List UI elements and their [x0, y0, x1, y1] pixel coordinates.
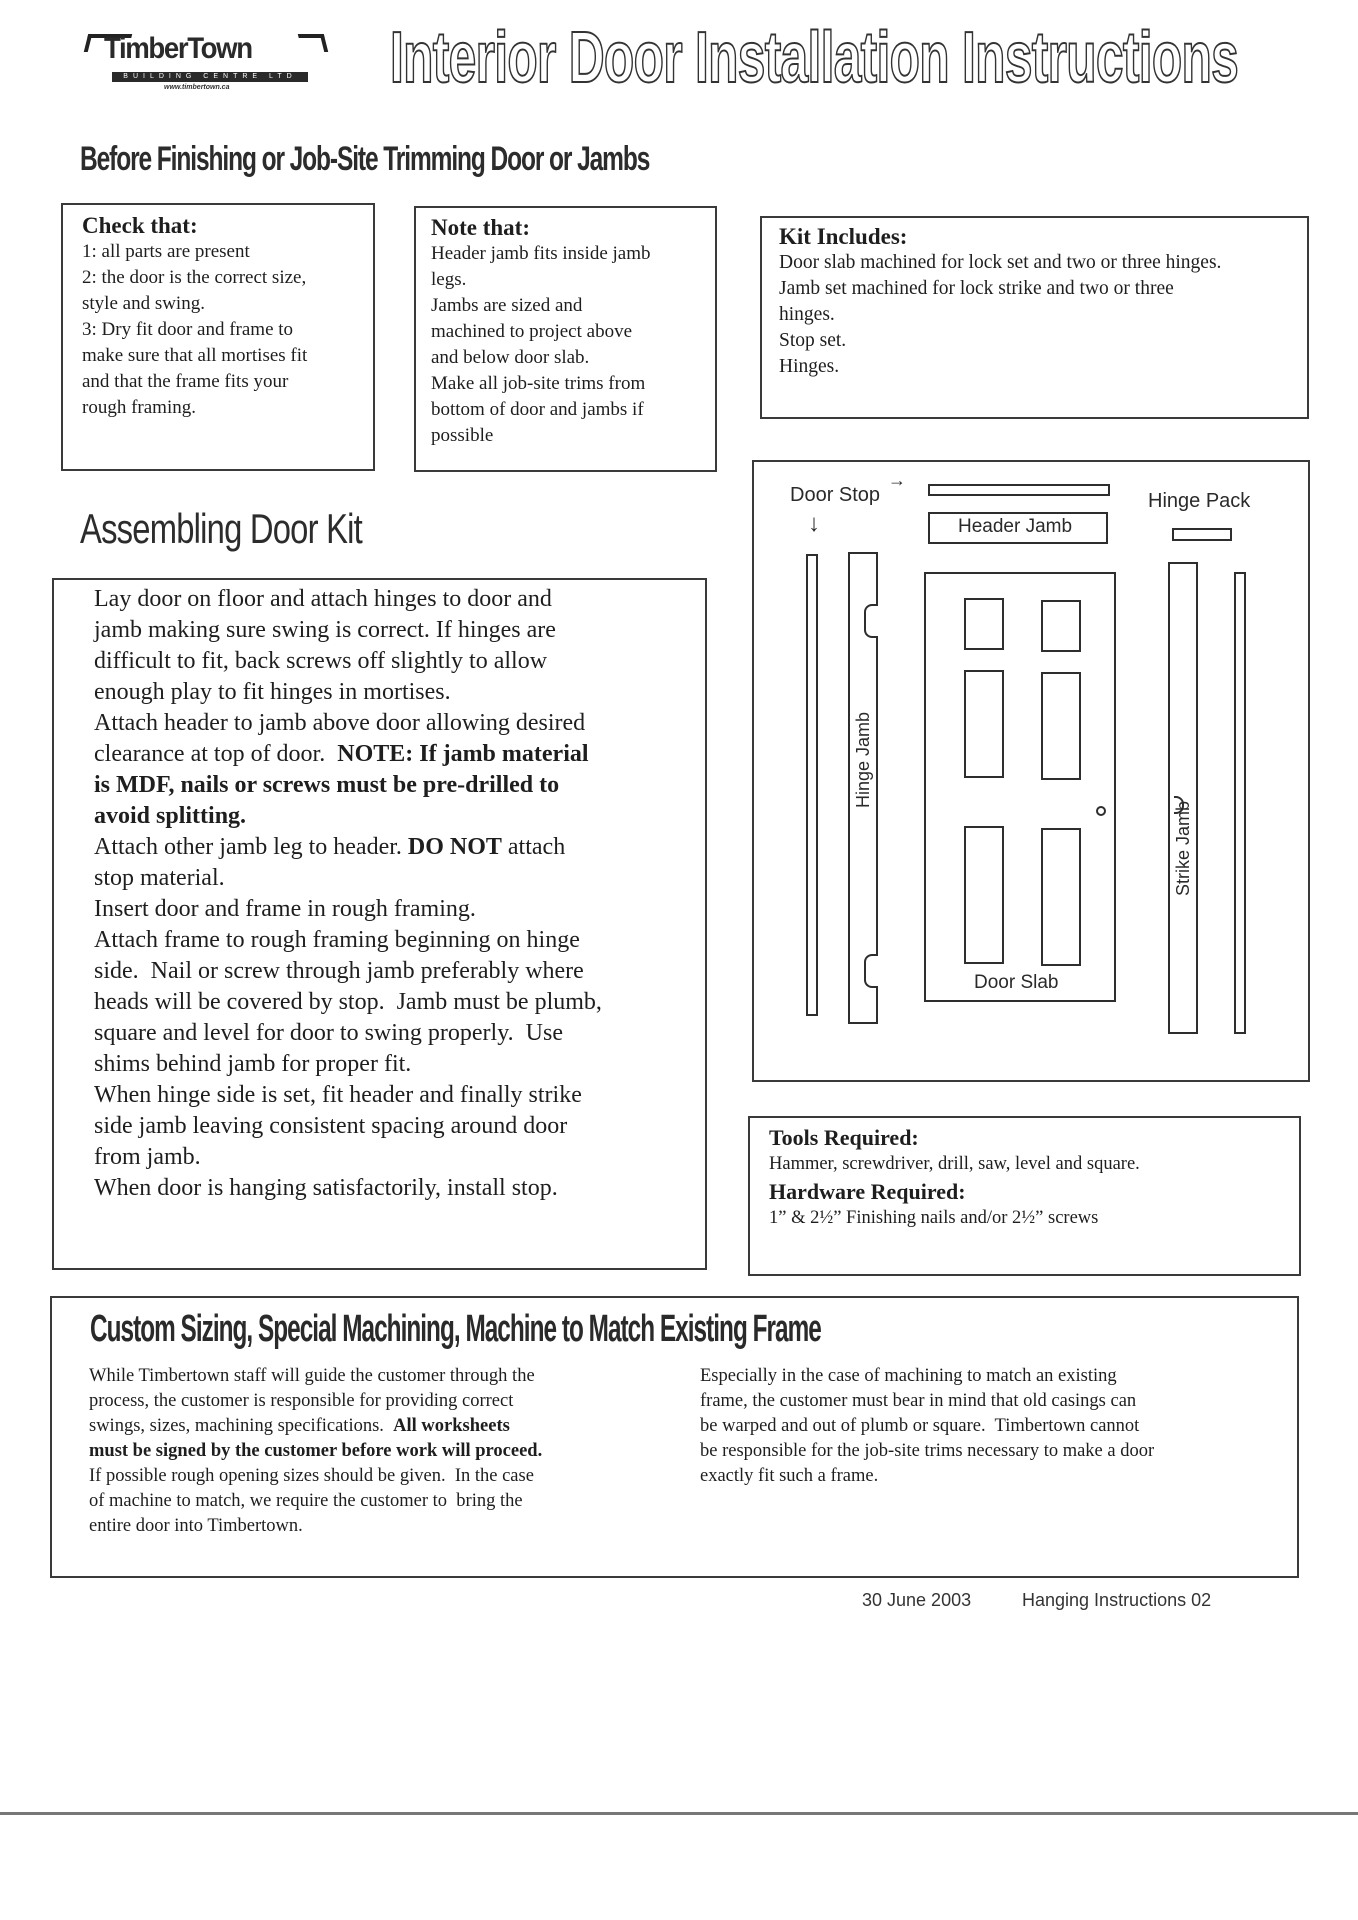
instruction-line: difficult to fit, back screws off slightly to allow [94, 648, 548, 674]
custom-line: Especially in the case of machining to match an existing [700, 1366, 1117, 1386]
instruction-line: enough play to fit hinges in mortises. [94, 679, 451, 705]
check-line: 1: all parts are present [82, 241, 250, 262]
custom-line: process, the customer is responsible for providing correct [89, 1391, 514, 1411]
arrow-right-icon: → [888, 470, 906, 490]
hinge-mortise-bottom [864, 954, 878, 988]
footer-document-name: Hanging Instructions 02 [1022, 1590, 1212, 1610]
instruction-line: side jamb leaving consistent spacing around door [94, 1113, 568, 1139]
logo-tagline: BUILDING CENTRE LTD [112, 72, 308, 82]
check-that-title: Check that: [82, 213, 198, 238]
header-jamb-piece [928, 512, 1108, 544]
logo-url: www.timbertown.ca [164, 84, 230, 91]
instruction-line: avoid splitting. [94, 803, 247, 829]
custom-line: exactly fit such a frame. [700, 1466, 879, 1486]
door-slab-label: Door Slab [974, 972, 1059, 993]
strike-jamb-label: Strike Jamb [1173, 800, 1193, 896]
door-panel-top-left [964, 598, 1004, 650]
door-panel-mid-left [964, 670, 1004, 778]
hinge-jamb-label: Hinge Jamb [853, 711, 873, 808]
worksheet-signature-notice: must be signed by the customer before work will proceed. [89, 1441, 543, 1461]
logo-name: TimberTown [104, 32, 252, 65]
kit-line: Hinges. [779, 356, 840, 377]
kit-line: Door slab machined for lock set and two or three hinges. [779, 252, 1222, 273]
custom-sizing-heading: Custom Sizing, Special Machining, Machine to Match Existing Frame [90, 1308, 821, 1350]
check-that-box [61, 203, 375, 471]
timbertown-logo [82, 28, 330, 90]
custom-line: frame, the customer must bear in mind that old casings can [700, 1391, 1137, 1411]
custom-line: While Timbertown staff will guide the customer through the [89, 1366, 535, 1386]
door-stop-label: Door Stop [790, 484, 881, 506]
instruction-line: heads will be covered by stop. Jamb must be plumb, [94, 989, 602, 1015]
door-stop-left-piece [806, 554, 818, 1016]
note-line: Make all job-site trims from [431, 373, 646, 394]
tools-required-text: Hammer, screwdriver, drill, saw, level and square. [769, 1154, 1140, 1174]
door-panel-mid-right [1041, 672, 1081, 780]
instruction-line: from jamb. [94, 1144, 201, 1170]
instruction-line: When hinge side is set, fit header and finally strike [94, 1082, 582, 1108]
instruction-line: Lay door on floor and attach hinges to door and [94, 586, 552, 612]
check-line: rough framing. [82, 397, 196, 418]
mdf-note: NOTE: If jamb material [337, 741, 589, 767]
logo-bracket-right [298, 34, 328, 52]
section-heading-before-finishing: Before Finishing or Job-Site Trimming Door or Jambs [80, 140, 650, 178]
check-line: 2: the door is the correct size, [82, 267, 307, 288]
custom-line: be responsible for the job-site trims necessary to make a door [700, 1441, 1155, 1461]
lockset-hole-icon [1096, 806, 1106, 816]
assembling-instructions-box [52, 578, 707, 1270]
note-line: legs. [431, 269, 467, 290]
hinge-pack-label: Hinge Pack [1148, 490, 1251, 512]
hinge-jamb-piece [848, 552, 878, 1024]
custom-line: If possible rough opening sizes should be given. In the case [89, 1466, 534, 1486]
kit-line: Jamb set machined for lock strike and two or three [779, 278, 1174, 299]
check-line: 3: Dry fit door and frame to [82, 319, 294, 340]
note-line: possible [431, 425, 494, 446]
instruction-line: shims behind jamb for proper fit. [94, 1051, 412, 1077]
footer-date: 30 June 2003 [862, 1590, 972, 1610]
custom-left-column [89, 1364, 679, 1539]
strike-jamb-piece [1168, 562, 1198, 1034]
check-that-list [82, 239, 373, 421]
instruction-line: Attach other jamb leg to header. DO NOT attach [94, 834, 566, 860]
note-that-list [431, 241, 715, 449]
instruction-line: jamb making sure swing is correct. If hinges are [94, 617, 556, 643]
instruction-line: stop material. [94, 865, 225, 891]
instruction-line: Insert door and frame in rough framing. [94, 896, 476, 922]
instruction-line: side. Nail or screw through jamb preferably where [94, 958, 584, 984]
hinge-pack-piece [1172, 528, 1232, 541]
check-line: and that the frame fits your [82, 371, 289, 392]
page-title: Interior Door Installation Instructions [390, 18, 1239, 98]
custom-sizing-box [50, 1296, 1299, 1578]
kit-includes-box [760, 216, 1309, 419]
tools-required-title: Tools Required: [769, 1125, 919, 1150]
arrow-down-icon: ↓ [808, 510, 820, 537]
note-line: and below door slab. [431, 347, 590, 368]
note-line: machined to project above [431, 321, 633, 342]
door-stop-header-piece [928, 484, 1110, 496]
header-jamb-label: Header Jamb [958, 516, 1073, 537]
note-that-title: Note that: [431, 215, 530, 240]
door-slab-piece [924, 572, 1116, 1002]
door-panel-top-right [1041, 600, 1081, 652]
door-panel-bottom-left [964, 826, 1004, 964]
custom-line: of machine to match, we require the customer to bring the [89, 1491, 523, 1511]
door-stop-right-piece [1234, 572, 1246, 1034]
check-line: style and swing. [82, 293, 205, 314]
instruction-line: is MDF, nails or screws must be pre-drilled to [94, 772, 560, 798]
kit-includes-list [779, 250, 1307, 380]
kit-includes-title: Kit Includes: [779, 224, 908, 249]
custom-line: be warped and out of plumb or square. Timbertown cannot [700, 1416, 1140, 1436]
custom-line [89, 1439, 679, 1464]
instruction-line: square and level for door to swing properly. Use [94, 1020, 563, 1046]
note-line: Header jamb fits inside jamb [431, 243, 651, 264]
door-panel-bottom-right [1041, 828, 1081, 966]
note-line: Jambs are sized and [431, 295, 583, 316]
tools-hardware-box [748, 1116, 1301, 1276]
hardware-required-title: Hardware Required: [769, 1179, 966, 1204]
instruction-line: Attach frame to rough framing beginning on hinge [94, 927, 580, 953]
kit-line: hinges. [779, 304, 835, 325]
custom-line: swings, sizes, machining specifications. All worksheets [89, 1416, 510, 1436]
hinge-mortise-top [864, 604, 878, 638]
instruction-line: When door is hanging satisfactorily, install stop. [94, 1175, 558, 1201]
instruction-line: clearance at top of door. NOTE: If jamb material [94, 741, 589, 767]
do-not-warning: DO NOT [407, 834, 502, 860]
door-kit-diagram [752, 460, 1310, 1082]
hardware-required-text: 1” & 2½” Finishing nails and/or 2½” screws [769, 1208, 1099, 1228]
section-heading-assembling: Assembling Door Kit [80, 505, 362, 552]
page-bottom-rule [0, 1812, 1358, 1815]
custom-right-column [700, 1364, 1290, 1489]
note-line: bottom of door and jambs if [431, 399, 644, 420]
custom-line: entire door into Timbertown. [89, 1516, 303, 1536]
check-line: make sure that all mortises fit [82, 345, 308, 366]
note-that-box [414, 206, 717, 472]
instruction-line: Attach header to jamb above door allowing desired [94, 710, 586, 736]
kit-line: Stop set. [779, 330, 847, 351]
